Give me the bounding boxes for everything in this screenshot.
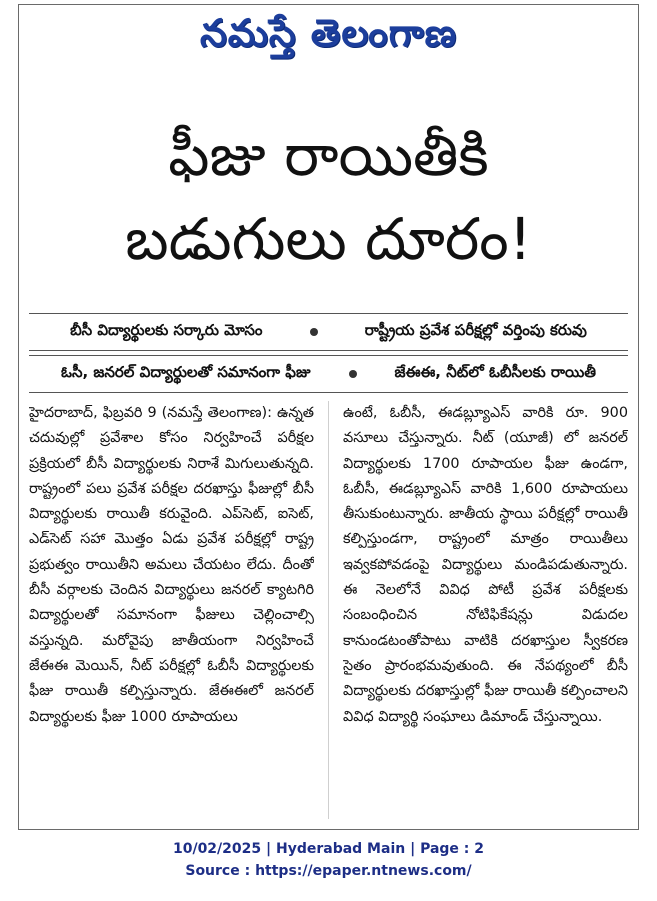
- subhead-row-1: [29, 313, 628, 351]
- bullet-dot: [349, 370, 357, 378]
- headline: [19, 113, 638, 281]
- date-edition-page: 10/02/2025 | Hyderabad Main | Page : 2: [172, 841, 485, 857]
- subhead-2-left: ఓసీ, జనరల్ విద్యార్థులతో సమానంగా ఫీజు: [61, 363, 311, 381]
- masthead: [19, 5, 638, 71]
- column-divider: [328, 401, 329, 819]
- subhead-2-right: జేఈఈ, నీట్‌లో ఓబీసీలకు రాయితీ: [394, 363, 596, 381]
- newspaper-logo: నమస్తే తెలంగాణ: [200, 11, 457, 55]
- subhead-1-left: బీసీ విద్యార్థులకు సర్కారు మోసం: [70, 321, 263, 339]
- article-paragraph: హైదరాబాద్, ఫిబ్రవరి 9 (నమస్తే తెలంగాణ): ఉన్నత చదువుల్లో ప్రవేశాల కోసం నిర్వహించే పరీక్షల ప్రక్రియలో బీసీ విద్యార్థులకు నిరాశే మిగులుతున్నది. రాష్ట్రంలో పలు ప్రవేశ పరీక్షల దరఖాస్తు ఫీజుల్లో బీసీ విద్యార్థులకు రాయితీ కరువైంది. ఎప్‌సెట్, ఐసెట్, ఎడ్‌సెట్ సహా మొత్తం ఏడు ప్రవేశ పరీక్షల్లో రాష్ట్ర ప్రభుత్వం రాయితీని అమలు చేయటం లేదు. దీంతో బీసీ వర్గాలకు చెందిన విద్యార్థులు జనరల్ క్యాటగిరి విద్యార్థులతో సమానంగా ఫీజులు చెల్లించాల్సి వస్తున్నది. మరోవైపు జాతీయంగా నిర్వహించే జేఈఈ మెయిన్, నీట్ పరీక్షల్లో ఓబీసీ విద్యార్థులకు ఫీజు రాయితీ కల్పిస్తున్నారు. జేఈఈలో జనరల్ విద్యార్థులకు ఫీజు 1000 రూపాయలు: [29, 405, 314, 725]
- headline-line-2: బడుగులు దూరం!: [125, 205, 532, 273]
- article-column-2: [343, 401, 628, 819]
- bullet-dot: [310, 328, 318, 336]
- article-body: [29, 401, 628, 819]
- article-paragraph: ఉంటే, ఓబీసీ, ఈడబ్ల్యూఎస్ వారికి రూ. 900 వసూలు చేస్తున్నారు. నీట్ (యూజీ) లో జనరల్ విద్యార్థులకు 1700 రూపాయల ఫీజు ఉండగా, ఓబీసీ, ఈడబ్ల్యూఎస్ వారికి 1,600 రూపాయలు తీసుకుంటున్నారు. జాతీయ స్థాయి పరీక్షల్లో రాయితీ కల్పిస్తుండగా, రాష్ట్రంలో మాత్రం రాయితీలు ఇవ్వకపోవడంపై విద్యార్థులు మండిపడుతున్నారు. ఈ నెలలోనే వివిధ పోటీ ప్రవేశ పరీక్షలకు సంబంధించిన నోటిఫికేషన్లు విడుదల కానుండటంతోపాటు వాటికి దరఖాస్తుల స్వీకరణ సైతం ప్రారంభమవుతుంది. ఈ నేపథ్యంలో బీసీ విద్యార్థులకు దరఖాస్తుల్లో ఫీజు రాయితీ కల్పించాలని వివిధ విద్యార్థి సంఘాలు డిమాండ్ చేస్తున్నాయి.: [343, 405, 628, 725]
- newspaper-clipping: [18, 4, 639, 830]
- subhead-1-right: రాష్ట్రీయ ప్రవేశ పరీక్షల్లో వర్తింపు కరువు: [364, 321, 587, 339]
- article-column-1: [29, 401, 314, 819]
- headline-line-1: ఫీజు రాయితీకి: [168, 121, 489, 189]
- subhead-row-2: [29, 355, 628, 393]
- source-link: Source : https://epaper.ntnews.com/: [185, 863, 472, 879]
- source-footer: [0, 838, 657, 882]
